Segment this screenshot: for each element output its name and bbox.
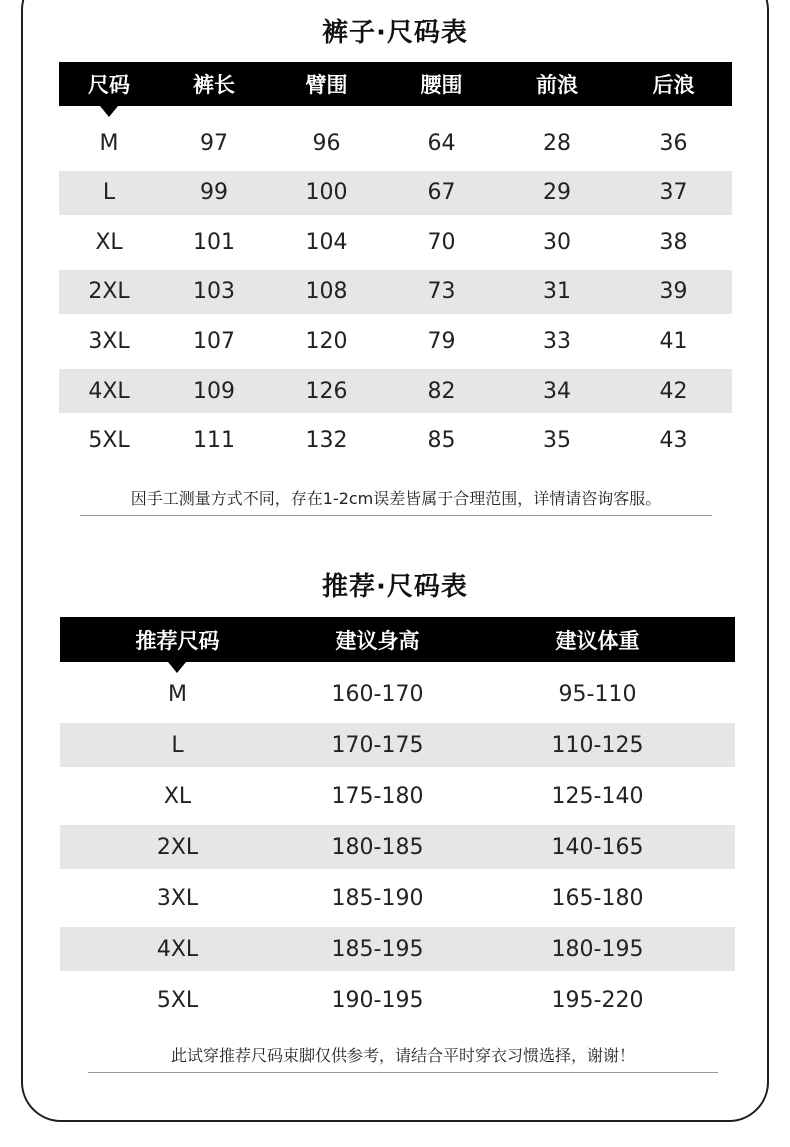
recommend-cell: 4XL: [156, 936, 199, 962]
pants-cell: 109: [193, 378, 235, 404]
pants-cell: 111: [193, 428, 235, 454]
pants-cell: 108: [305, 279, 348, 305]
recommend-cell: M: [168, 681, 187, 707]
recommend-cell: 165-180: [551, 885, 644, 911]
recommend-header-cell: 建议身高: [335, 628, 420, 653]
recommend-cell: 180-195: [551, 936, 644, 962]
table-row: [59, 270, 732, 314]
pants-size-table: [59, 62, 732, 467]
pants-cell: 101: [193, 229, 235, 255]
pants-cell: 99: [200, 180, 228, 206]
pants-cell: 4XL: [88, 378, 130, 404]
pants-header-cell: 臂围: [305, 73, 348, 97]
table-row: [60, 825, 735, 869]
pants-cell: 41: [659, 328, 688, 354]
recommend-header-cell: 推荐尺码: [135, 628, 220, 653]
pants-cell: 73: [427, 279, 456, 305]
recommend-cell: XL: [163, 783, 192, 809]
pants-cell: 132: [305, 428, 348, 454]
recommend-cell: 3XL: [156, 885, 199, 911]
pants-cell: 120: [305, 328, 348, 354]
table-row: [60, 723, 735, 767]
pants-cell: 85: [427, 428, 456, 454]
pants-cell: 2XL: [88, 279, 130, 305]
pants-cell: 82: [427, 378, 456, 404]
pants-cell: M: [99, 130, 119, 156]
pants-cell: 33: [543, 328, 571, 354]
pants-cell: 79: [427, 328, 456, 354]
pants-cell: 126: [305, 378, 348, 404]
pants-header-cell: 后浪: [652, 73, 695, 97]
recommend-cell: 190-195: [331, 987, 424, 1013]
pants-cell: 29: [543, 180, 571, 206]
recommend-cell: 140-165: [551, 834, 644, 860]
pants-table-header: [59, 62, 732, 106]
recommend-header-cell: 建议体重: [555, 628, 640, 653]
table-row: [60, 927, 735, 971]
table-row: [60, 774, 735, 818]
recommend-cell: 170-175: [331, 732, 424, 758]
table-row: [59, 121, 732, 165]
recommend-cell: 185-190: [331, 885, 424, 911]
pants-cell: 39: [659, 279, 688, 305]
pants-header-cell: 腰围: [420, 73, 463, 97]
pants-cell: 37: [659, 180, 688, 206]
pants-cell: 104: [305, 229, 348, 255]
pants-cell: 34: [543, 378, 571, 404]
pants-header-cell: 尺码: [88, 73, 130, 97]
recommend-cell: 180-185: [331, 834, 424, 860]
pants-cell: 67: [427, 180, 456, 206]
pants-cell: 31: [543, 279, 571, 305]
pants-cell: 5XL: [88, 428, 130, 454]
pants-size-note: 因手工测量方式不同，存在1-2cm误差皆属于合理范围，详情请咨询客服。: [80, 486, 712, 516]
pants-cell: 70: [427, 229, 456, 255]
pants-cell: 64: [427, 130, 456, 156]
pants-cell: 38: [659, 229, 688, 255]
table-row: [59, 319, 732, 363]
pants-cell: 107: [193, 328, 235, 354]
pants-cell: L: [102, 180, 116, 206]
pants-size-title: 裤子·尺码表: [322, 18, 468, 48]
pants-cell: 96: [312, 130, 341, 156]
pants-cell: 42: [659, 378, 688, 404]
pants-cell: 100: [305, 180, 348, 206]
pants-header-pointer: [100, 106, 118, 117]
table-row: [60, 672, 735, 716]
pants-cell: 30: [543, 229, 571, 255]
pants-cell: XL: [95, 229, 123, 255]
recommend-cell: 5XL: [156, 987, 199, 1013]
recommend-cell: 110-125: [551, 732, 644, 758]
table-row: [60, 876, 735, 920]
recommend-size-title: 推荐·尺码表: [322, 572, 468, 602]
table-row: [60, 978, 735, 1022]
recommend-cell: 125-140: [551, 783, 644, 809]
pants-header-cell: 前浪: [536, 73, 578, 97]
recommend-cell: 185-195: [331, 936, 424, 962]
pants-cell: 43: [659, 428, 688, 454]
pants-cell: 35: [543, 428, 571, 454]
table-row: [59, 369, 732, 413]
recommend-table-header: [60, 617, 735, 662]
recommend-size-note: 此试穿推荐尺码束脚仅供参考，请结合平时穿衣习惯选择，谢谢！: [88, 1043, 718, 1073]
recommend-cell: 95-110: [558, 681, 637, 707]
table-row: [59, 220, 732, 264]
pants-cell: 103: [193, 279, 235, 305]
table-row: [59, 171, 732, 215]
recommend-cell: 160-170: [331, 681, 424, 707]
recommend-cell: 2XL: [156, 834, 199, 860]
pants-cell: 3XL: [88, 328, 130, 354]
pants-cell: 97: [200, 130, 228, 156]
pants-cell: 36: [659, 130, 688, 156]
pants-cell: 28: [543, 130, 571, 156]
table-row: [59, 419, 732, 463]
recommend-cell: 175-180: [331, 783, 424, 809]
recommend-size-table: [60, 617, 735, 1027]
recommend-cell: 195-220: [551, 987, 644, 1013]
recommend-cell: L: [171, 732, 184, 758]
pants-header-cell: 裤长: [193, 73, 235, 97]
